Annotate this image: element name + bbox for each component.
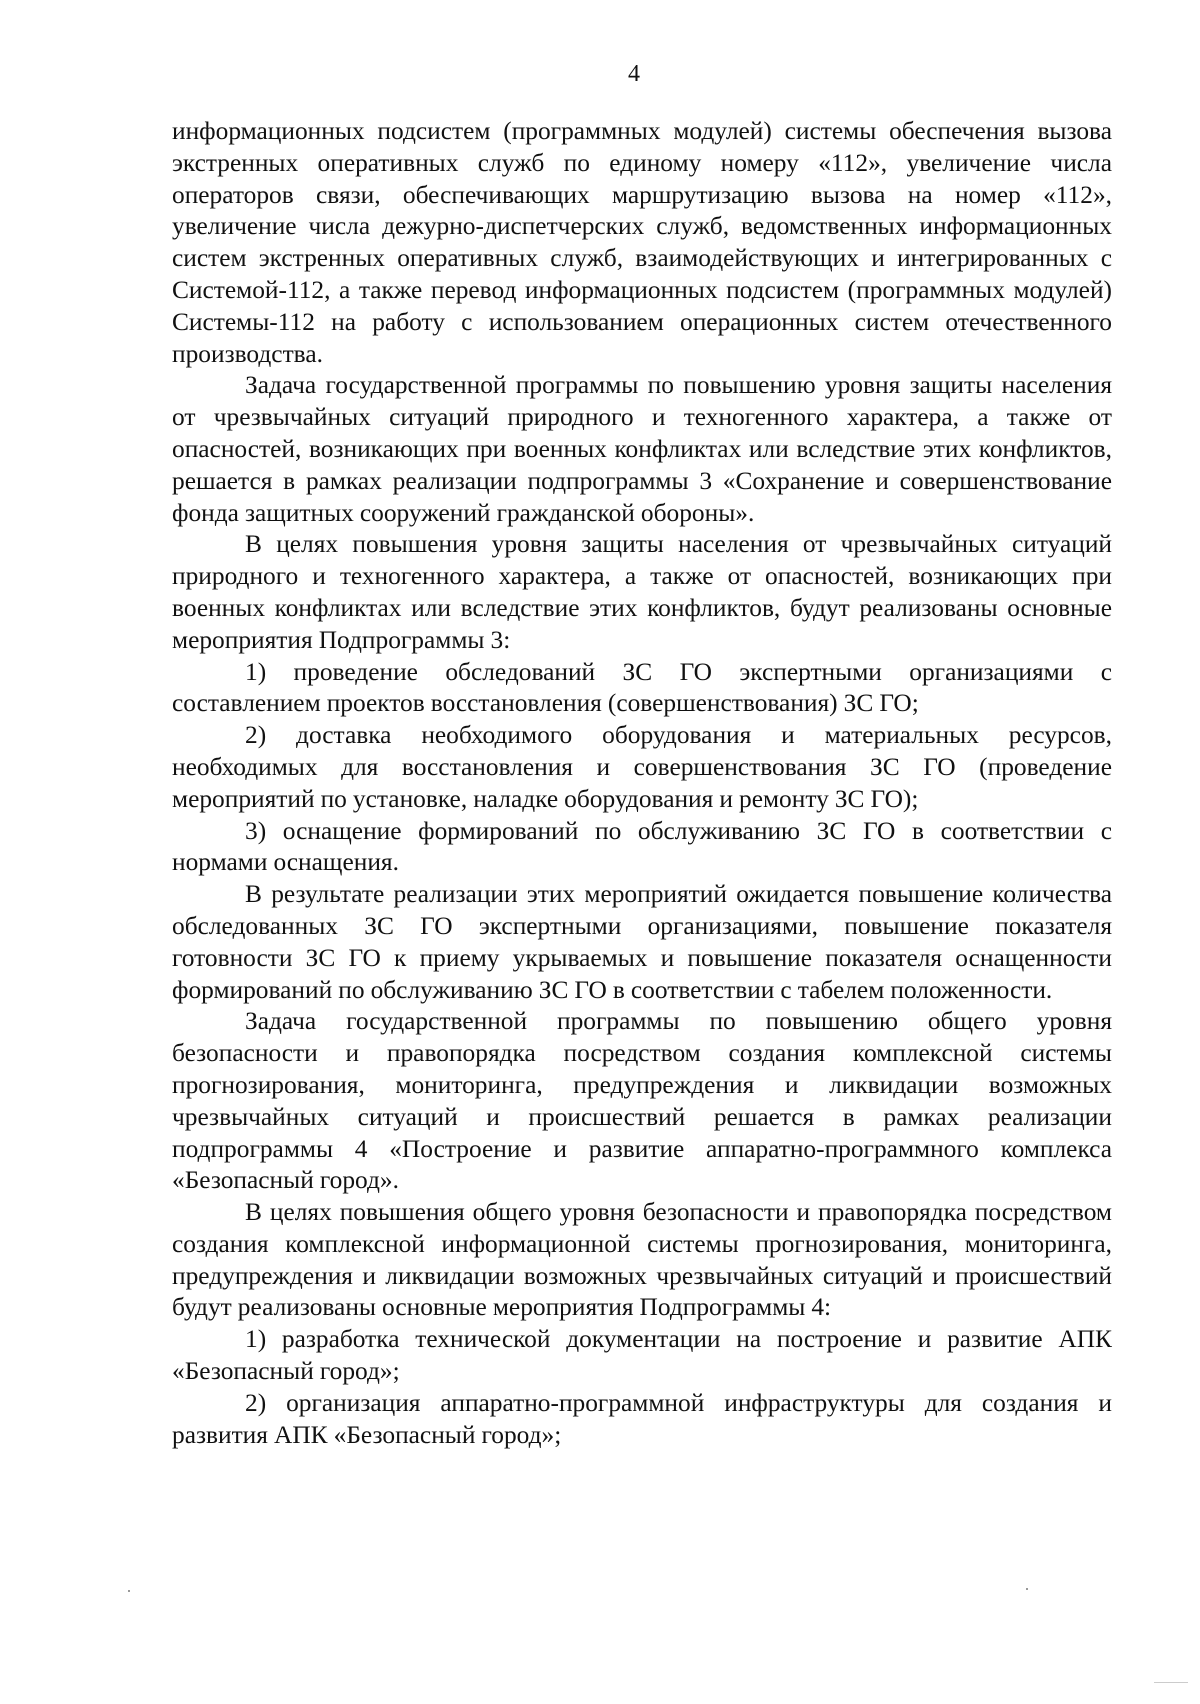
paragraph: В результате реализации этих мероприятий ожидается повышение количества обследованных ЗС ГО экспертными организациями, повышение показателя готовности ЗС ГО к приему укрываемых и повышение показателя оснащенности формирований по обслуживанию ЗС ГО в соответствии с табелем положенности. xyxy=(172,880,1112,1004)
paragraph: В целях повышения общего уровня безопасности и правопорядка посредством создания комплексной информационной системы прогнозирования, мониторинга, предупреждения и ликвидации возможных чрезвычайных ситуаций и происшествий будут реализованы основные мероприятия Подпрограммы 4: xyxy=(172,1198,1112,1322)
list-item: 1) проведение обследований ЗС ГО экспертными организациями с составлением проектов восстановления (совершенствования) ЗС ГО; xyxy=(172,657,1112,718)
scan-artifact xyxy=(128,1590,130,1592)
list-item: 1) разработка технической документации на построение и развитие АПК «Безопасный город»; xyxy=(172,1325,1112,1386)
paragraph: Задача государственной программы по повышению общего уровня безопасности и правопорядка посредством создания комплексной системы прогнозирования, мониторинга, предупреждения и ликвидации возможных чрезвычайных ситуаций и происшествий решается в рамках реализации подпрограммы 4 «Построение и развитие аппаратно-программного комплекса «Безопасный город». xyxy=(172,1007,1112,1195)
paragraph: Задача государственной программы по повышению уровня защиты населения от чрезвычайных ситуаций природного и техногенного характера, а также от опасностей, возникающих при военных конфликтах или вследствие этих конфликтов, решается в рамках реализации подпрограммы 3 «Сохранение и совершенствование фонда защитных сооружений гражданской обороны». xyxy=(172,371,1112,527)
page-number: 4 xyxy=(628,61,640,87)
scan-artifact xyxy=(1154,1682,1188,1683)
scan-artifact xyxy=(1026,1588,1028,1590)
paragraph: В целях повышения уровня защиты населения от чрезвычайных ситуаций природного и техногенного характера, а также от опасностей, возникающих при военных конфликтах или вследствие этих конфликтов, будут реализованы основные мероприятия Подпрограммы 3: xyxy=(172,530,1112,654)
list-item: 2) организация аппаратно-программной инфраструктуры для создания и развития АПК «Безопасный город»; xyxy=(172,1388,1112,1449)
paragraph-continuation: информационных подсистем (программных модулей) системы обеспечения вызова экстренных оперативных служб по единому номеру «112», увеличение числа операторов связи, обеспечивающих маршрутизацию вызова на номер «112», увеличение числа дежурно-диспетчерских служб, ведомственных информационных систем экстренных оперативных служб, взаимодействующих и интегрированных с Системой-112, а также перевод информационных подсистем (программных модулей) Системы-112 на работу с использованием операционных систем отечественного производства. xyxy=(172,117,1112,368)
list-item: 3) оснащение формирований по обслуживанию ЗС ГО в соответствии с нормами оснащения. xyxy=(172,816,1112,877)
document-body xyxy=(172,116,1112,1451)
list-item: 2) доставка необходимого оборудования и материальных ресурсов, необходимых для восстановления и совершенствования ЗС ГО (проведение мероприятий по установке, наладке оборудования и ремонту ЗС ГО); xyxy=(172,721,1112,813)
